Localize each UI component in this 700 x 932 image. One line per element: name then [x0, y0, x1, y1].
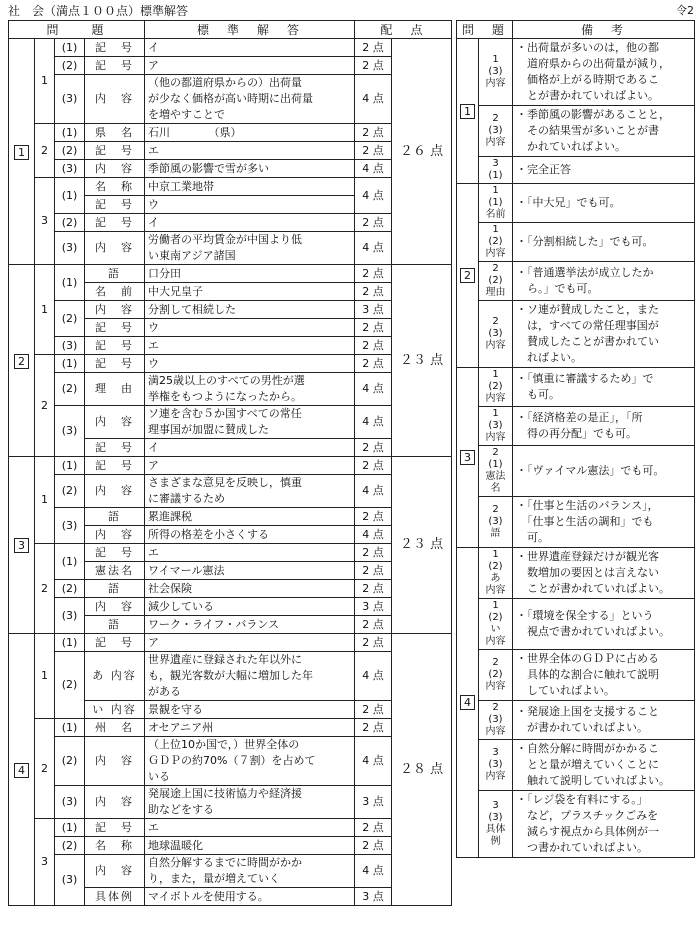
side-question: 2 (3) 内容	[479, 301, 513, 368]
points: 2 点	[355, 337, 392, 355]
answer-label: 名 前	[85, 283, 145, 301]
points: 3 点	[355, 301, 392, 319]
sub-question: (2)	[55, 142, 85, 160]
sub-question: (1)	[55, 265, 85, 301]
answer-text: 景観を守る	[145, 701, 355, 719]
points: 4 点	[355, 232, 392, 265]
points: 2 点	[355, 837, 392, 855]
answer-label: 内 容	[85, 406, 145, 439]
note-text: ・自然分解に時間がかかるこ とと量が増えていくことに 触れて説明していればよい。	[513, 740, 695, 791]
points: 2 点	[355, 719, 392, 737]
answer-label: 具体例	[85, 888, 145, 906]
table-row	[9, 819, 452, 837]
answer-text: オセアニア州	[145, 719, 355, 737]
side-question: 2 (3) 内容	[479, 701, 513, 740]
sub-question: (2)	[55, 373, 85, 406]
section-number	[9, 265, 35, 457]
table-row	[9, 39, 452, 57]
points: 2 点	[355, 701, 392, 719]
side-section-number-box: 3	[460, 450, 475, 465]
answer-text: ワイマール憲法	[145, 562, 355, 580]
side-section-number-box: 2	[460, 268, 475, 283]
points: 4 点	[355, 737, 392, 786]
points: 4 点	[355, 160, 392, 178]
note-text: ・「経済格差の是正」，「所 得の再分配」でも可。	[513, 407, 695, 446]
table-row	[9, 178, 452, 196]
sub-question: (3)	[55, 855, 85, 906]
table-row	[9, 544, 452, 562]
question-number: 3	[35, 178, 55, 265]
answer-text: 中大兄皇子	[145, 283, 355, 301]
side-question: 1 (1) 名前	[479, 184, 513, 223]
answer-text: ワーク・ライフ・バランス	[145, 616, 355, 634]
question-number: 1	[35, 39, 55, 124]
side-col-header-question: 問 題	[457, 21, 513, 39]
answer-text: 分割して相続した	[145, 301, 355, 319]
answer-text: 累進課税	[145, 508, 355, 526]
sub-question: (1)	[55, 719, 85, 737]
answer-text: イ	[145, 214, 355, 232]
answer-label: 記 号	[85, 457, 145, 475]
document-title: 社 会（満点１００点）標準解答	[8, 4, 189, 18]
question-number: 2	[35, 544, 55, 634]
notes-row	[457, 262, 695, 301]
section-total: ２３ 点	[392, 265, 452, 457]
answer-text: 中京工業地帯	[145, 178, 355, 196]
sub-question: (3)	[55, 160, 85, 178]
answer-label: 内 容	[85, 526, 145, 544]
answer-label: 内 容	[85, 786, 145, 819]
answer-text: 口分田	[145, 265, 355, 283]
answer-text: さまざまな意見を反映し，慎重 に審議するため	[145, 475, 355, 508]
sub-question: (1)	[55, 39, 85, 57]
table-row	[9, 580, 452, 598]
answer-text: 石川 （県）	[145, 124, 355, 142]
section-total: ２３ 点	[392, 457, 452, 634]
section-number	[9, 634, 35, 906]
table-row	[9, 214, 452, 232]
points: 2 点	[355, 616, 392, 634]
side-question: 1 (2) い 内容	[479, 599, 513, 650]
points: 2 点	[355, 319, 392, 337]
answer-label: 内 容	[85, 160, 145, 178]
answer-label: 記 号	[85, 57, 145, 75]
sub-question: (2)	[55, 837, 85, 855]
notes-row	[457, 446, 695, 497]
answer-label: 内 容	[85, 737, 145, 786]
notes-row	[457, 701, 695, 740]
answer-text: ウ	[145, 355, 355, 373]
points: 2 点	[355, 355, 392, 373]
side-question: 3 (3) 内容	[479, 740, 513, 791]
table-row	[9, 508, 452, 526]
points: 4 点	[355, 178, 392, 214]
side-question: 1 (3) 内容	[479, 407, 513, 446]
section-number-box: 2	[14, 354, 29, 369]
note-text: ・出荷量が多いのは，他の都 道府県からの出荷量が減り， 価格が上がる時期であるこ とが書かれていればよい。	[513, 39, 695, 106]
points: 2 点	[355, 283, 392, 301]
table-row	[9, 355, 452, 373]
note-text: ・「ヴァイマル憲法」でも可。	[513, 446, 695, 497]
points: 2 点	[355, 439, 392, 457]
question-number: 2	[35, 124, 55, 178]
points: 4 点	[355, 526, 392, 544]
table-row	[9, 652, 452, 701]
points: 3 点	[355, 786, 392, 819]
points: 2 点	[355, 214, 392, 232]
table-row	[9, 737, 452, 786]
answer-label: 語	[85, 265, 145, 283]
answer-label: 内 容	[85, 598, 145, 616]
answer-text: 地球温暖化	[145, 837, 355, 855]
answer-label: 語	[85, 616, 145, 634]
points: 4 点	[355, 652, 392, 701]
sub-question: (1)	[55, 544, 85, 580]
answer-text: 発展途上国に技術協力や経済援 助などをする	[145, 786, 355, 819]
points: 4 点	[355, 406, 392, 439]
note-text: ・「普通選挙法が成立したか ら。」でも可。	[513, 262, 695, 301]
side-section-number	[457, 548, 479, 858]
side-question: 3 (3) 具体例	[479, 791, 513, 858]
side-section-number-box: 1	[460, 104, 475, 119]
answer-text: 自然分解するまでに時間がかか り，また，量が増えていく	[145, 855, 355, 888]
answer-text: エ	[145, 142, 355, 160]
table-row	[9, 301, 452, 319]
table-row	[9, 457, 452, 475]
table-row	[9, 786, 452, 819]
table-row	[9, 57, 452, 75]
side-question: 2 (3) 内容	[479, 106, 513, 157]
table-row	[9, 232, 452, 265]
section-number-box: 3	[14, 538, 29, 553]
answer-text: ア	[145, 57, 355, 75]
answer-label: 記 号	[85, 634, 145, 652]
answer-label: 理 由	[85, 373, 145, 406]
points: 2 点	[355, 124, 392, 142]
sub-question: (3)	[55, 337, 85, 355]
side-question: 3 (1)	[479, 157, 513, 184]
answer-text: イ	[145, 39, 355, 57]
note-text: ・「慎重に審議するため」で も可。	[513, 368, 695, 407]
sub-question: (2)	[55, 652, 85, 719]
side-question: 2 (2) 内容	[479, 650, 513, 701]
section-number-box: 4	[14, 763, 29, 778]
table-row	[9, 475, 452, 508]
answer-text: ウ	[145, 196, 355, 214]
answer-text: マイボトルを使用する。	[145, 888, 355, 906]
question-number: 2	[35, 355, 55, 457]
points: 3 点	[355, 888, 392, 906]
section-number	[9, 39, 35, 265]
col-header-answer: 標 準 解 答	[145, 21, 355, 39]
table-row	[9, 406, 452, 439]
col-header-question: 問 題	[9, 21, 145, 39]
table-row	[9, 373, 452, 406]
answer-label: 語	[85, 580, 145, 598]
points: 2 点	[355, 634, 392, 652]
notes-table	[456, 20, 695, 858]
col-header-points: 配 点	[355, 21, 452, 39]
table-row	[9, 634, 452, 652]
sub-question: (1)	[55, 355, 85, 373]
sub-question: (1)	[55, 819, 85, 837]
note-text: ・ソ連が賛成したこと，また は，すべての常任理事国が 賛成したことが書かれてい ればよい。	[513, 301, 695, 368]
notes-row	[457, 407, 695, 446]
section-total: ２６ 点	[392, 39, 452, 265]
question-number: 1	[35, 457, 55, 544]
notes-row	[457, 223, 695, 262]
table-row	[9, 337, 452, 355]
sub-question: (3)	[55, 786, 85, 819]
answer-label: い 内容	[85, 701, 145, 719]
sub-question: (1)	[55, 124, 85, 142]
table-row	[9, 837, 452, 855]
answer-text: ウ	[145, 319, 355, 337]
table-row	[9, 142, 452, 160]
answer-text: 労働者の平均賃金が中国より低 い東南アジア諸国	[145, 232, 355, 265]
points: 2 点	[355, 457, 392, 475]
side-col-header-notes: 備 考	[513, 21, 695, 39]
question-number: 3	[35, 819, 55, 906]
answer-label: 記 号	[85, 319, 145, 337]
answer-label: 語	[85, 508, 145, 526]
answer-label: 内 容	[85, 232, 145, 265]
points: 2 点	[355, 544, 392, 562]
answer-label: 県 名	[85, 124, 145, 142]
answer-text: 季節風の影響で雪が多い	[145, 160, 355, 178]
points: 2 点	[355, 580, 392, 598]
answer-label: 内 容	[85, 301, 145, 319]
notes-row	[457, 650, 695, 701]
answer-label: 記 号	[85, 337, 145, 355]
side-question: 2 (3) 語	[479, 497, 513, 548]
table-row	[9, 124, 452, 142]
notes-row	[457, 599, 695, 650]
question-number: 2	[35, 719, 55, 819]
answer-label: 州 名	[85, 719, 145, 737]
answer-label: あ 内容	[85, 652, 145, 701]
answer-label: 記 号	[85, 439, 145, 457]
answer-label: 記 号	[85, 819, 145, 837]
answer-label: 記 号	[85, 142, 145, 160]
sub-question: (1)	[55, 178, 85, 214]
table-row	[9, 719, 452, 737]
table-row	[9, 265, 452, 283]
note-text: ・「仕事と生活のバランス」， 「仕事と生活の調和」でも 可。	[513, 497, 695, 548]
answer-label: 記 号	[85, 39, 145, 57]
section-total: ２８ 点	[392, 634, 452, 906]
points: 4 点	[355, 75, 392, 124]
notes-row	[457, 157, 695, 184]
points: 4 点	[355, 855, 392, 888]
sub-question: (2)	[55, 214, 85, 232]
side-question: 1 (2) 内容	[479, 223, 513, 262]
side-section-number	[457, 39, 479, 184]
points: 2 点	[355, 57, 392, 75]
table-row	[9, 855, 452, 888]
notes-row	[457, 301, 695, 368]
notes-row	[457, 184, 695, 223]
answer-text: ソ連を含む５か国すべての常任 理事国が加盟に賛成した	[145, 406, 355, 439]
table-row	[9, 75, 452, 124]
side-section-number-box: 4	[460, 695, 475, 710]
question-number: 1	[35, 634, 55, 719]
note-text: ・完全正答	[513, 157, 695, 184]
sub-question: (3)	[55, 508, 85, 544]
sub-question: (2)	[55, 57, 85, 75]
answer-label: 記 号	[85, 355, 145, 373]
side-question: 1 (2) あ 内容	[479, 548, 513, 599]
notes-row	[457, 39, 695, 106]
sub-question: (2)	[55, 301, 85, 337]
side-section-number	[457, 184, 479, 368]
points: 2 点	[355, 562, 392, 580]
note-text: ・季節風の影響があることと， その結果雪が多いことが書 かれていればよい。	[513, 106, 695, 157]
sub-question: (3)	[55, 598, 85, 634]
answer-label: 憲法名	[85, 562, 145, 580]
side-question: 1 (2) 内容	[479, 368, 513, 407]
points: 2 点	[355, 39, 392, 57]
answer-label: 記 号	[85, 196, 145, 214]
answer-text: ア	[145, 457, 355, 475]
answer-label: 記 号	[85, 214, 145, 232]
answer-text: 満25歳以上のすべての男性が選 挙権をもつようになったから。	[145, 373, 355, 406]
note-text: ・「環境を保全する」という 視点で書かれていればよい。	[513, 599, 695, 650]
era-label: 令2	[676, 4, 694, 17]
answer-text: （他の都道府県からの）出荷量 が少なく価格が高い時期に出荷量 を増やすことで	[145, 75, 355, 124]
answer-text: 世界遺産に登録された年以外に も，観光客数が大幅に増加した年 がある	[145, 652, 355, 701]
answer-text: （上位10か国で，）世界全体の ＧＤＰの約70%（７割）を占めて いる	[145, 737, 355, 786]
points: 2 点	[355, 142, 392, 160]
table-row	[9, 598, 452, 616]
section-number-box: 1	[14, 145, 29, 160]
sub-question: (2)	[55, 475, 85, 508]
answer-text: 社会保険	[145, 580, 355, 598]
note-text: ・世界遺産登録だけが観光客 数増加の要因とは言えない ことが書かれていればよい。	[513, 548, 695, 599]
note-text: ・「レジ袋を有料にする。」 など，プラスチックごみを 減らす視点から具体例が一 つ書かれていればよい。	[513, 791, 695, 858]
answer-text: エ	[145, 819, 355, 837]
answer-label: 内 容	[85, 855, 145, 888]
sub-question: (3)	[55, 406, 85, 457]
answer-text: 減少している	[145, 598, 355, 616]
note-text: ・世界全体のＧＤＰに占める 具体的な割合に触れて説明 していればよい。	[513, 650, 695, 701]
answer-label: 記 号	[85, 544, 145, 562]
answer-text: イ	[145, 439, 355, 457]
side-section-number	[457, 368, 479, 548]
answer-label: 名 称	[85, 178, 145, 196]
answer-text: 所得の格差を小さくする	[145, 526, 355, 544]
side-question: 2 (2) 理由	[479, 262, 513, 301]
note-text: ・「分割相続した」でも可。	[513, 223, 695, 262]
points: 3 点	[355, 598, 392, 616]
note-text: ・発展途上国を支援すること が書かれていればよい。	[513, 701, 695, 740]
section-number	[9, 457, 35, 634]
points: 2 点	[355, 508, 392, 526]
side-question: 2 (1) 憲法名	[479, 446, 513, 497]
answer-label: 内 容	[85, 475, 145, 508]
points: 4 点	[355, 475, 392, 508]
notes-row	[457, 740, 695, 791]
points: 2 点	[355, 265, 392, 283]
answer-label: 内 容	[85, 75, 145, 124]
sub-question: (1)	[55, 634, 85, 652]
notes-row	[457, 368, 695, 407]
side-question: 1 (3) 内容	[479, 39, 513, 106]
notes-row	[457, 791, 695, 858]
answer-table	[8, 20, 452, 906]
question-number: 1	[35, 265, 55, 355]
answer-text: エ	[145, 337, 355, 355]
answer-label: 名 称	[85, 837, 145, 855]
notes-row	[457, 106, 695, 157]
sub-question: (3)	[55, 232, 85, 265]
answer-text: ア	[145, 634, 355, 652]
points: 2 点	[355, 819, 392, 837]
table-row	[9, 160, 452, 178]
notes-row	[457, 548, 695, 599]
sub-question: (2)	[55, 737, 85, 786]
sub-question: (3)	[55, 75, 85, 124]
points: 4 点	[355, 373, 392, 406]
answer-text: エ	[145, 544, 355, 562]
note-text: ・「中大兄」でも可。	[513, 184, 695, 223]
sub-question: (1)	[55, 457, 85, 475]
sub-question: (2)	[55, 580, 85, 598]
notes-row	[457, 497, 695, 548]
